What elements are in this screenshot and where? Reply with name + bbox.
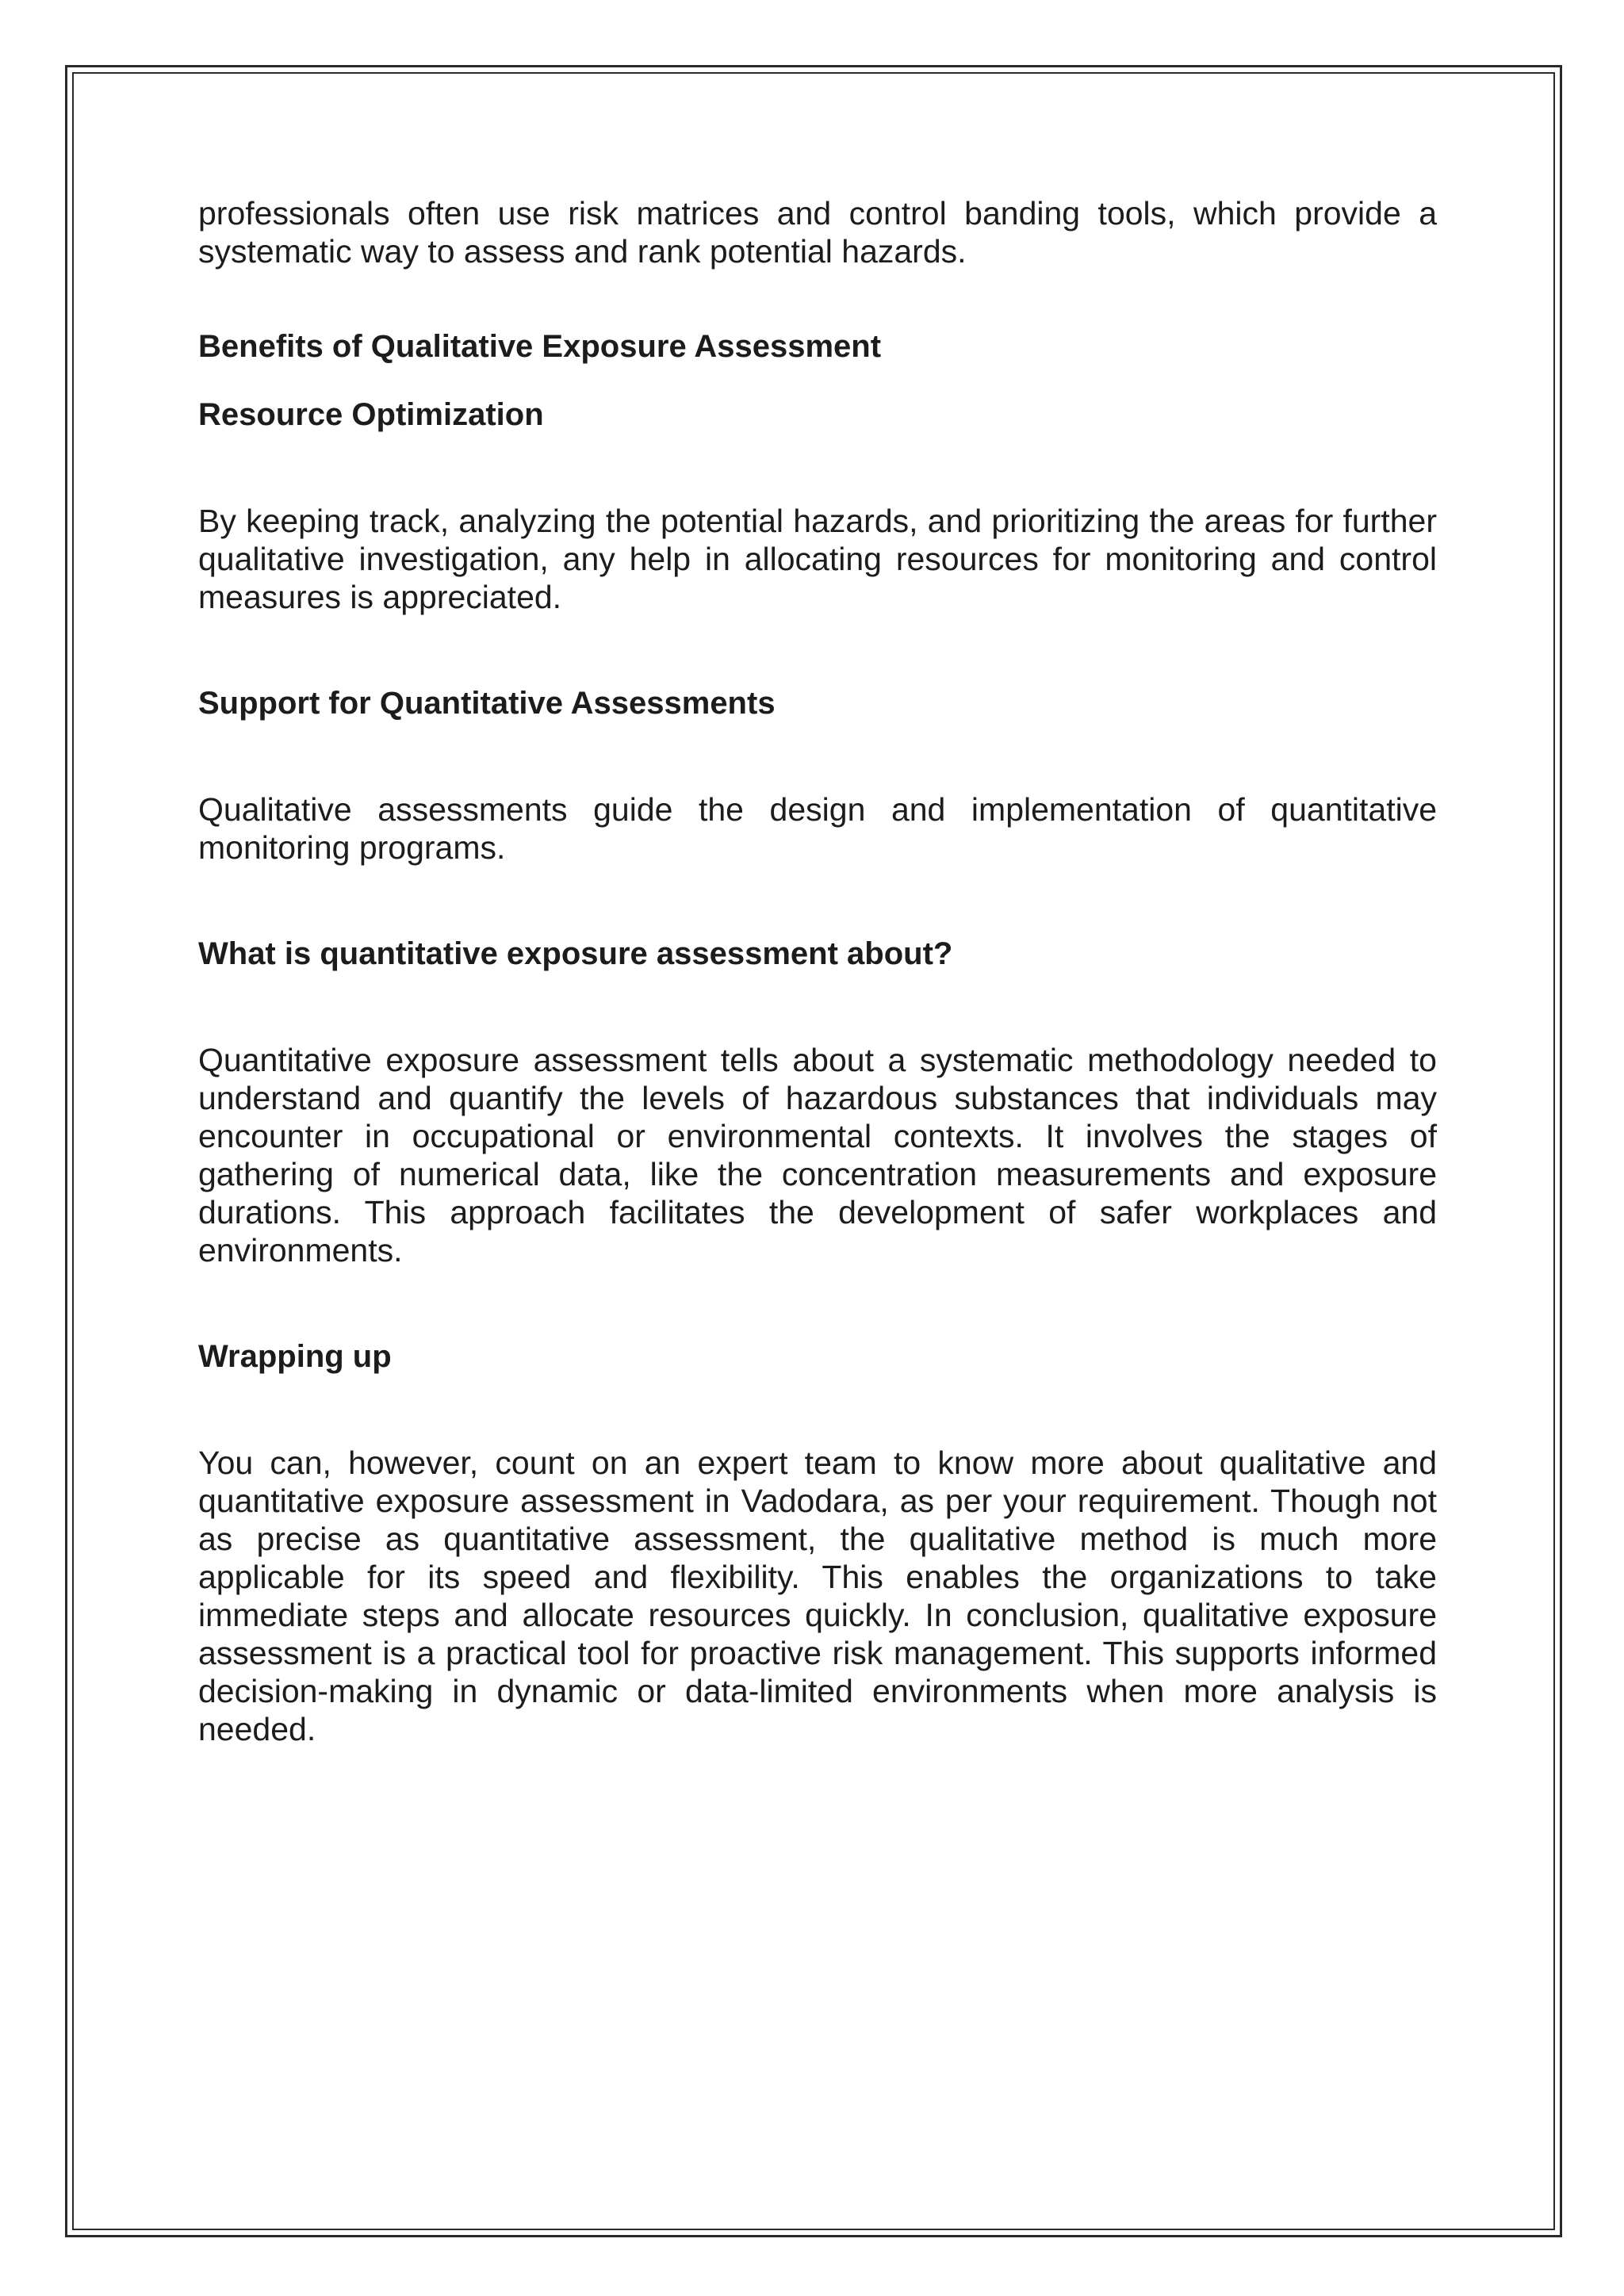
intro-paragraph: professionals often use risk matrices and control banding tools, which provide a systematic way to assess and rank potential hazards. [198,195,1437,270]
wrapping-up-heading: Wrapping up [198,1339,392,1374]
resource-optimization-paragraph: By keeping track, analyzing the potential hazards, and prioritizing the areas for further qualitative investigation, any help in allocating resources for monitoring and control measures is appreciated. [198,503,1437,615]
support-paragraph: Qualitative assessments guide the design and implementation of quantitative monitoring programs. [198,791,1437,866]
document-body [198,194,1437,1748]
benefits-heading: Benefits of Qualitative Exposure Assessment [198,329,882,364]
quantitative-paragraph: Quantitative exposure assessment tells about a systematic methodology needed to understand and quantify the levels of hazardous substances that individuals may encounter in occupational or environmental contexts. It involves the stages of gathering of numerical data, like the concentration measurements and exposure durations. This approach facilitates the development of safer workplaces and environments. [198,1042,1437,1269]
support-heading: Support for Quantitative Assessments [198,686,776,721]
resource-optimization-heading: Resource Optimization [198,397,544,432]
wrapping-up-paragraph: You can, however, count on an expert team to know more about qualitative and quantitative exposure assessment in Vadodara, as per your requirement. Though not as precise as quantitative assessment, the qualitative method is much more applicable for its speed and flexibility. This enables the organizations to take immediate steps and allocate resources quickly. In conclusion, qualitative exposure assessment is a practical tool for proactive risk management. This supports informed decision-making in dynamic or data-limited environments when more analysis is needed. [198,1445,1437,1747]
quantitative-heading: What is quantitative exposure assessment about? [198,936,953,971]
